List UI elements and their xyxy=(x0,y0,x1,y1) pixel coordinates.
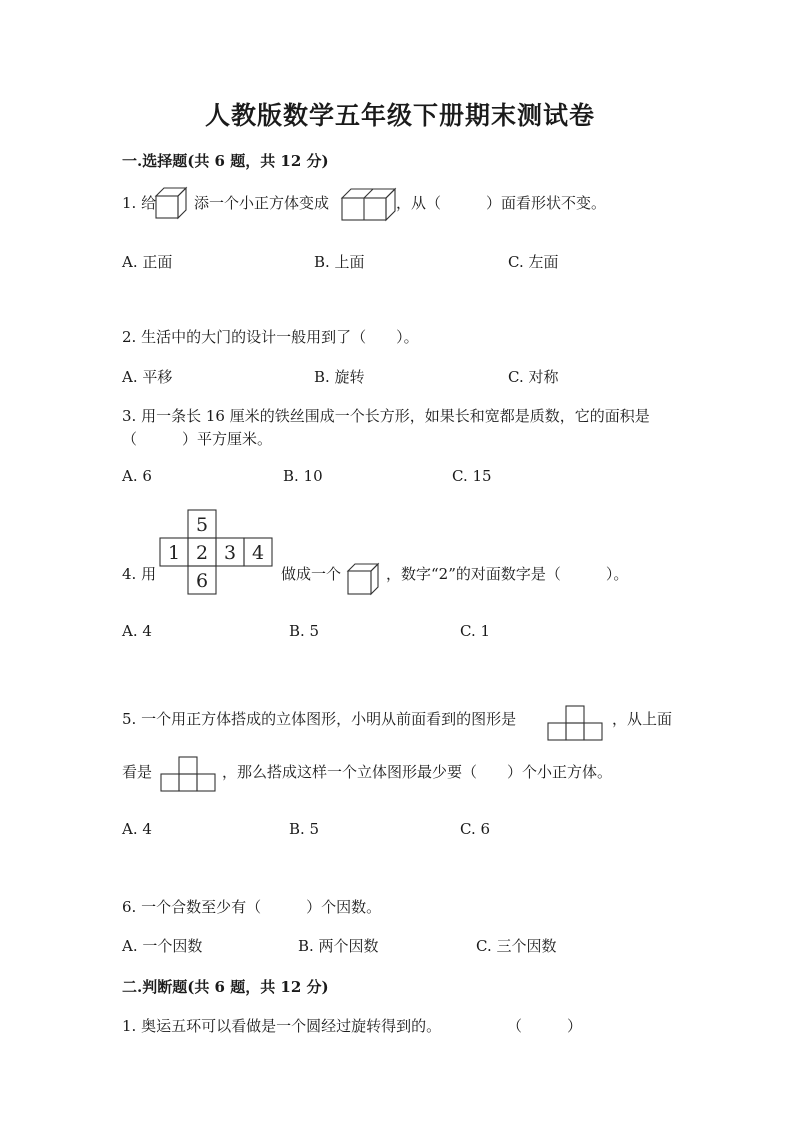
cube-net-figure xyxy=(158,508,278,598)
question-5-line-2-prefix: 看是 xyxy=(122,763,153,781)
option-a[interactable]: A. 一个因数 xyxy=(122,937,203,955)
option-a[interactable]: A. 平移 xyxy=(122,368,173,386)
top-view-figure xyxy=(160,755,220,793)
question-5-line-2-suffix: ，那么搭成这样一个立体图形最少要（ ）个小正方体。 xyxy=(222,763,613,781)
option-b[interactable]: B. 上面 xyxy=(314,253,365,271)
question-3-line-1: 3. 用一条长 16 厘米的铁丝围成一个长方形，如果长和宽都是质数，它的面积是 xyxy=(122,407,650,425)
net-face-4: 4 xyxy=(251,542,265,564)
option-c[interactable]: C. 15 xyxy=(452,467,492,485)
question-1-middle: 添一个小正方体变成 xyxy=(194,194,330,212)
judgement-1-answer-blank[interactable]: （ ） xyxy=(507,1017,583,1035)
option-c[interactable]: C. 左面 xyxy=(508,253,559,271)
question-6: 6. 一个合数至少有（ ）个因数。 xyxy=(122,898,382,916)
option-b[interactable]: B. 5 xyxy=(289,622,320,640)
option-a[interactable]: A. 4 xyxy=(122,820,152,838)
question-4-suffix: ，数字“2”的对面数字是（ ）。 xyxy=(386,565,629,583)
single-cube-figure xyxy=(154,186,194,226)
section-heading-choice: 一.选择题(共 6 题，共 12 分) xyxy=(122,152,329,170)
net-face-3: 3 xyxy=(223,542,237,564)
judgement-1: 1. 奥运五环可以看做是一个圆经过旋转得到的。 xyxy=(122,1017,442,1035)
question-5-line-1: 5. 一个用正方体搭成的立体图形，小明从前面看到的图形是 xyxy=(122,710,517,728)
question-1-prefix: 1. 给 xyxy=(122,194,157,212)
net-face-6: 6 xyxy=(195,570,209,592)
option-b[interactable]: B. 两个因数 xyxy=(298,937,379,955)
option-c[interactable]: C. 1 xyxy=(460,622,491,640)
question-1-suffix: ，从（ ）面看形状不变。 xyxy=(396,194,607,212)
option-b[interactable]: B. 5 xyxy=(289,820,320,838)
option-a[interactable]: A. 6 xyxy=(122,467,152,485)
two-cube-figure xyxy=(340,186,400,228)
question-2: 2. 生活中的大门的设计一般用到了（ ）。 xyxy=(122,328,419,346)
section-heading-judgement: 二.判断题(共 6 题，共 12 分) xyxy=(122,978,329,996)
front-view-figure xyxy=(547,704,607,742)
option-a[interactable]: A. 正面 xyxy=(122,253,173,271)
option-a[interactable]: A. 4 xyxy=(122,622,152,640)
option-b[interactable]: B. 旋转 xyxy=(314,368,365,386)
question-4-prefix: 4. 用 xyxy=(122,565,157,583)
option-b[interactable]: B. 10 xyxy=(283,467,323,485)
cube-figure xyxy=(346,562,382,598)
net-face-2: 2 xyxy=(195,542,209,564)
net-face-1: 1 xyxy=(167,542,181,564)
option-c[interactable]: C. 6 xyxy=(460,820,491,838)
option-c[interactable]: C. 三个因数 xyxy=(476,937,557,955)
question-5-line-1-end: ，从上面 xyxy=(612,710,673,728)
option-c[interactable]: C. 对称 xyxy=(508,368,559,386)
question-3-line-2: （ ）平方厘米。 xyxy=(122,430,273,448)
question-4-middle: 做成一个 xyxy=(281,565,342,583)
net-face-5: 5 xyxy=(195,514,209,536)
page-title: 人教版数学五年级下册期末测试卷 xyxy=(204,101,595,130)
